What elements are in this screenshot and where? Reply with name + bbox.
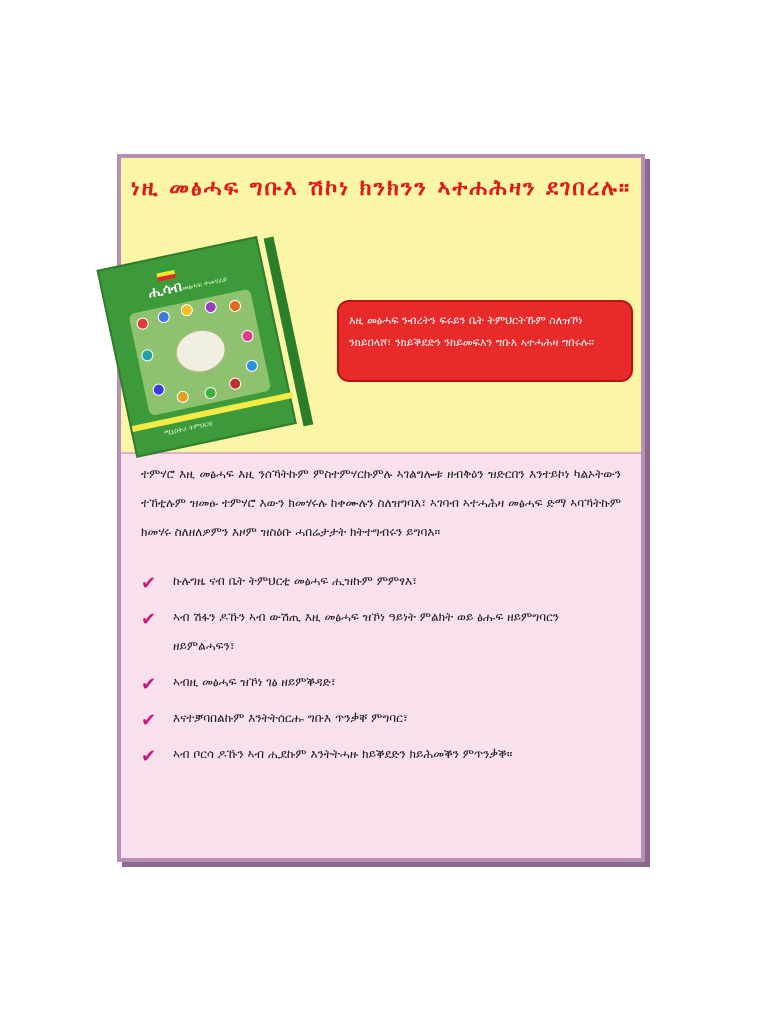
page-frame [117, 154, 645, 862]
headline: ነዚ መፅሓፍ ግቡእ ሽኮነ ክንክንን ኣተሐሕዛን ደገበረሉ። [130, 176, 632, 201]
checkmark-icon: ✔ [141, 746, 157, 767]
list-item-text: ኣብዚ መፅሓፍ ዝኾነ ገፅ ዘይምቕዳድ፣ [173, 675, 336, 689]
book-illustration [128, 289, 271, 417]
list-item-text: ኣብ ሽፋን ዶኹን ኣብ ውሽጢ እዚ መፅሓፍ ዝኾነ ዓይነት ምልክት ወይ ፅሑፍ ዘይምግባርን ዘይምልሓፍን፣ [173, 610, 559, 653]
dot-icon [140, 348, 154, 362]
dot-icon [204, 300, 218, 314]
list-item [141, 603, 621, 661]
bottom-panel [141, 460, 621, 776]
checkmark-icon: ✔ [141, 609, 157, 630]
dot-icon [203, 386, 217, 400]
dot-icon [245, 359, 259, 373]
book-image [97, 234, 306, 461]
list-item-text: ኩሉግዜ ናብ ቤት ትምህርቲ መፅሓፍ ሒዝኩም ምምፃእ፣ [173, 574, 418, 588]
list-item-text: ኣብ ቦርሳ ዶኹን ኣብ ሒደኩም እንትትሓዙ ክይቕደድን ክይሕመቕን ምጥንቃቕ። [173, 747, 513, 761]
list-item-text: እናተቓባበልኩም እንትትሰርሑ ግቡእ ጥንቃቐ ምግባር፣ [173, 711, 408, 725]
checkmark-icon: ✔ [141, 710, 157, 731]
list-item [141, 668, 621, 697]
book-subtitle: መፅሓፍ ተመሃራይ [181, 275, 229, 293]
book-cover [97, 236, 297, 458]
dot-icon [180, 303, 194, 317]
flag-icon [156, 266, 176, 281]
dot-icon [176, 390, 190, 404]
list-item [141, 567, 621, 596]
dot-icon [228, 299, 242, 313]
checkmark-icon: ✔ [141, 674, 157, 695]
book-illustration-center [172, 325, 230, 376]
dot-icon [240, 329, 254, 343]
callout-box: እዚ መፅሓፍ ንብረትን ፍሩይን ቤት ትምህርትኹም ስለዝኾነ ንክይበላሾ፣ ንክይቕደድን ንክይመፍእን ግቡእ ኣተሓሕዛ ግበሩሉ። [337, 300, 633, 382]
checkmark-icon: ✔ [141, 573, 157, 594]
list-item [141, 704, 621, 733]
book-footer: ሚኒስትሪ ትምህርቲ [163, 419, 214, 438]
list-item [141, 740, 621, 769]
dot-icon [157, 310, 171, 324]
top-panel [121, 158, 641, 454]
intro-paragraph: ተምሃሮ እዚ መፅሓፍ እዚ ንሰኻትኩም ምስተምሃርኩምሉ ኣገልግሎቱ ዘብቅዕን ዝድርበን እንተይኮነ ካልኦትውን ተኸቲሉም ዝመፁ ተምሃሮ እውን ክመሃሩሉ ከቀሙሉን ስለዝግባእ፣ ኣገባብ ኣተሓሕዛ መፅሓፍ ድማ ኣባኻትኩም ክመሃሩ ስለዘለዎምን እዞም ዝስዕቡ ሓበሬታታት ክትተግብሩን ይግባእ። [141, 467, 621, 539]
bullet-list [141, 567, 621, 769]
dot-icon [136, 316, 150, 330]
dot-icon [152, 383, 166, 397]
book-title: ሒሳብ [146, 278, 184, 302]
dot-icon [228, 377, 242, 391]
